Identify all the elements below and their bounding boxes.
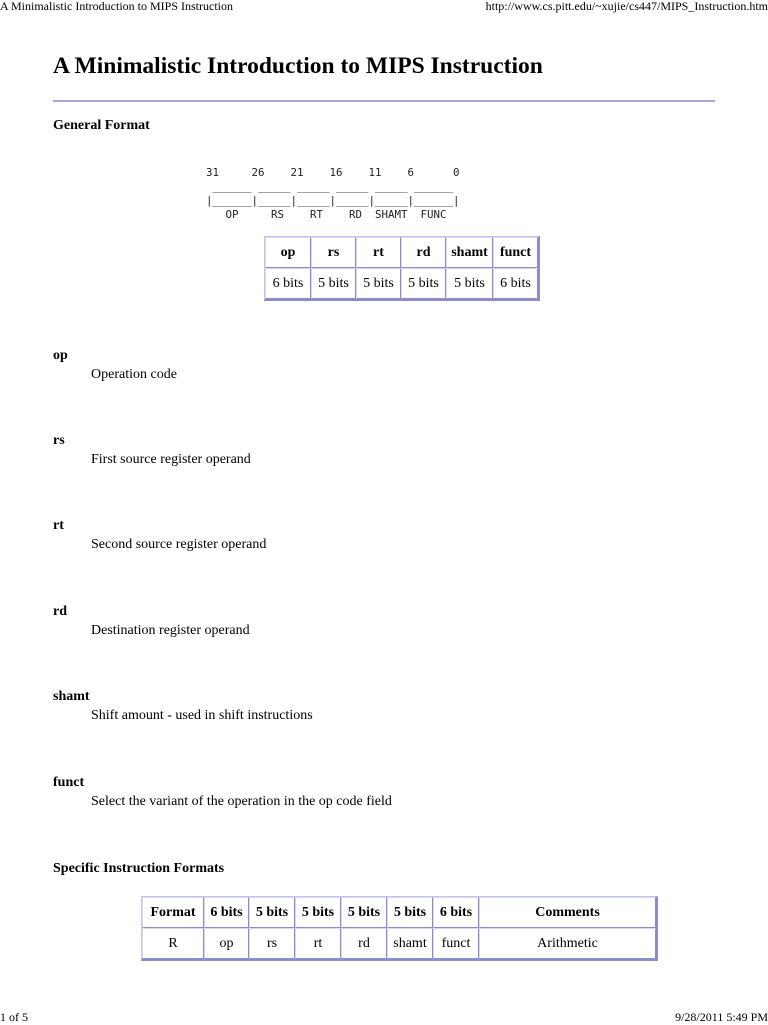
table-header-cell: 5 bits [249, 897, 295, 928]
title-divider [53, 100, 715, 102]
term-funct: funct [53, 775, 85, 790]
term-op: op [53, 348, 68, 363]
table-header-row [142, 897, 656, 928]
print-header-url: http://www.cs.pitt.edu/~xujie/cs447/MIPS_Instruction.htm [485, 0, 768, 13]
print-header-title: A Minimalistic Introduction to MIPS Instruction [0, 0, 233, 13]
diagram-bit-positions: 31 26 21 16 11 6 0 [206, 166, 460, 179]
table-cell: 6 bits [265, 268, 311, 299]
diagram-field-labels: OP RS RT RD SHAMT FUNC [206, 208, 447, 221]
definition-rt: Second source register operand [91, 537, 267, 552]
table-header-cell: 6 bits [204, 897, 249, 928]
table-row [142, 928, 656, 959]
table-cell: 5 bits [446, 268, 493, 299]
definition-op: Operation code [91, 367, 177, 382]
table-cell: shamt [387, 928, 433, 959]
instruction-formats-table [141, 896, 658, 961]
general-format-heading: General Format [53, 118, 150, 133]
table-cell: 5 bits [401, 268, 446, 299]
table-cell: op [204, 928, 249, 959]
table-cell: 5 bits [311, 268, 356, 299]
table-header-cell: Format [142, 897, 204, 928]
table-header-cell: 6 bits [433, 897, 479, 928]
table-cell: Arithmetic [479, 928, 656, 959]
definition-rd: Destination register operand [91, 623, 250, 638]
definition-rs: First source register operand [91, 452, 251, 467]
bit-layout-diagram [206, 166, 460, 222]
table-cell: funct [433, 928, 479, 959]
table-header-row [265, 237, 538, 268]
table-row [265, 268, 538, 299]
term-rd: rd [53, 604, 67, 619]
table-header-cell: 5 bits [295, 897, 341, 928]
table-cell: R [142, 928, 204, 959]
diagram-field-boxes: |______|_____|_____|_____|_____|______| [206, 194, 460, 207]
table-header-cell: shamt [446, 237, 493, 268]
print-footer-page-count: 1 of 5 [0, 1010, 28, 1024]
table-header-cell: 5 bits [341, 897, 387, 928]
table-header-cell: op [265, 237, 311, 268]
table-header-cell: rt [356, 237, 401, 268]
table-cell: 5 bits [356, 268, 401, 299]
term-shamt: shamt [53, 689, 90, 704]
table-header-cell: rd [401, 237, 446, 268]
field-bits-table [264, 236, 540, 301]
table-header-cell: funct [493, 237, 538, 268]
table-header-cell: rs [311, 237, 356, 268]
table-cell: rt [295, 928, 341, 959]
definition-shamt: Shift amount - used in shift instructions [91, 708, 313, 723]
table-cell: rd [341, 928, 387, 959]
table-cell: rs [249, 928, 295, 959]
print-footer-timestamp: 9/28/2011 5:49 PM [675, 1010, 768, 1024]
page-title: A Minimalistic Introduction to MIPS Instruction [53, 53, 543, 79]
definition-funct: Select the variant of the operation in the op code field [91, 794, 392, 809]
table-header-cell: Comments [479, 897, 656, 928]
specific-formats-heading: Specific Instruction Formats [53, 861, 225, 876]
table-header-cell: 5 bits [387, 897, 433, 928]
term-rs: rs [53, 433, 65, 448]
diagram-top-border: ______ _____ _____ _____ _____ ______ [206, 180, 454, 193]
table-cell: 6 bits [493, 268, 538, 299]
term-rt: rt [53, 518, 64, 533]
